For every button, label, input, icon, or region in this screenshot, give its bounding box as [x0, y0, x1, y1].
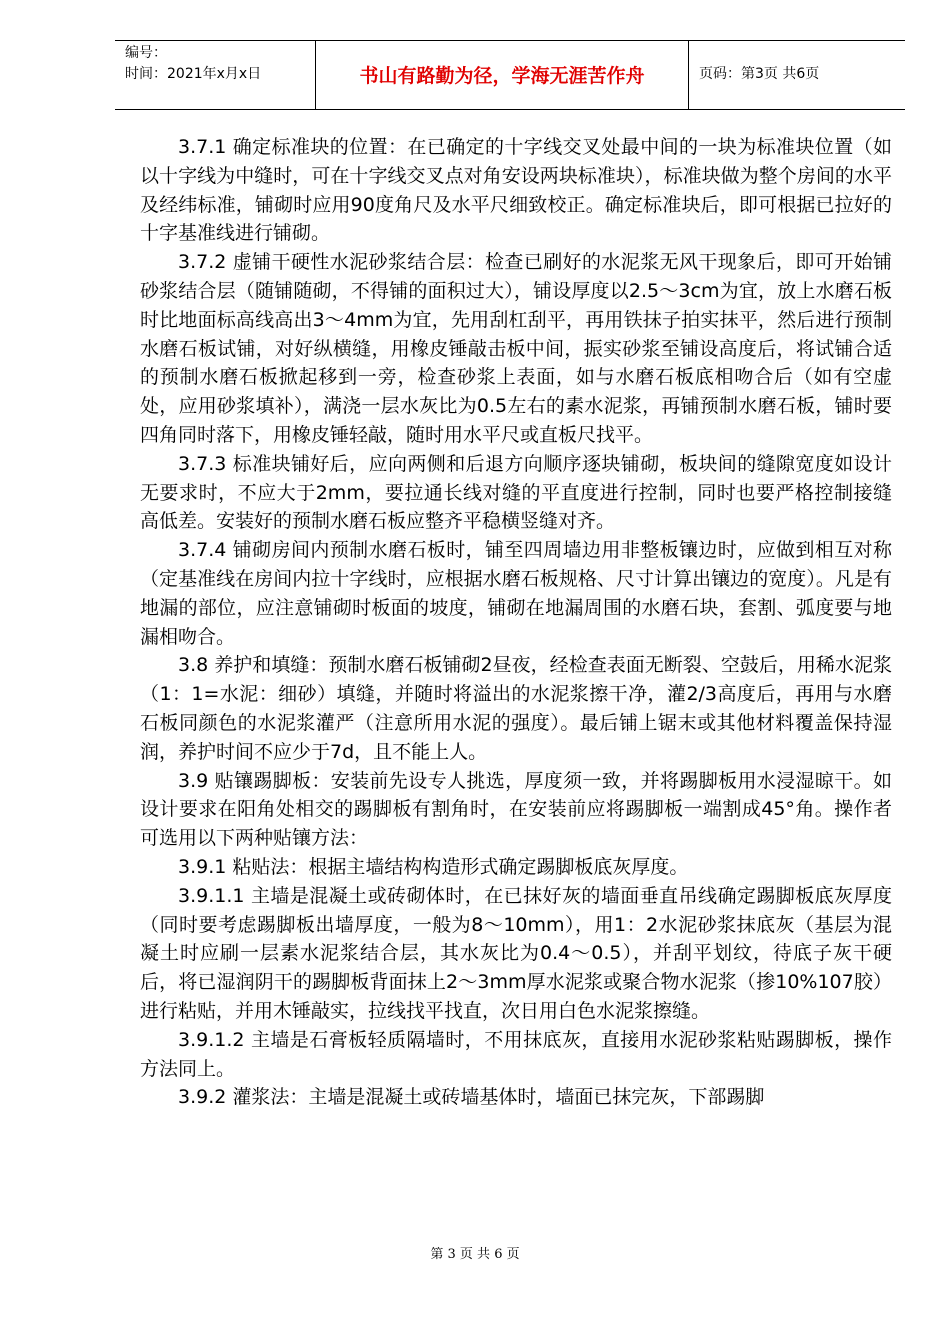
- paragraph-3-7-3: 3.7.3 标准块铺好后，应向两侧和后退方向顺序逐块铺砌，板块间的缝隙宽度如设计无要求时，不应大于2mm，要拉通长线对缝的平直度进行控制，同时也要严格控制接缝高低差。安装好的预制水磨石板应整齐平稳横竖缝对齐。: [140, 452, 892, 533]
- body-text: [140, 133, 892, 1112]
- paragraph-3-7-1: 3.7.1 确定标准块的位置：在已确定的十字线交叉处最中间的一块为标准块位置（如以十字线为中缝时，可在十字线交叉点对角安设两块标准块），标准块做为整个房间的水平及经纬标准，铺砌时应用90度角尺及水平尺细致校正。确定标准块后，即可根据已拉好的十字基准线进行铺砌。: [140, 136, 892, 245]
- header-meta: [115, 41, 316, 109]
- date-label: 时间：2021年x月x日: [125, 66, 262, 82]
- page-footer: 第 3 页 共 6 页: [430, 1247, 520, 1262]
- header-page-info: 页码：第3页 共6页: [699, 66, 820, 82]
- paragraph-3-7-4: 3.7.4 铺砌房间内预制水磨石板时，铺至四周墙边用非整板镶边时，应做到相互对称（定基准线在房间内拉十字线时，应根据水磨石板规格、尺寸计算出镶边的宽度）。凡是有地漏的部位，应注意铺砌时板面的坡度，铺砌在地漏周围的水磨石块，套割、弧度要与地漏相吻合。: [140, 539, 892, 648]
- serial-number-label: 编号：: [125, 45, 167, 61]
- paragraph-3-9-1-1: 3.9.1.1 主墙是混凝土或砖砌体时，在已抹好灰的墙面垂直吊线确定踢脚板底灰厚度（同时要考虑踢脚板出墙厚度，一般为8～10mm），用1：2水泥砂浆抹底灰（基层为混凝土时应刷一层素水泥浆结合层，其水灰比为0.4～0.5），并刮平划纹，待底子灰干硬后，将已湿润阴干的踢脚板背面抹上2～3mm厚水泥浆或聚合物水泥浆（掺10%107胶）进行粘贴，并用木锤敲实，拉线找平找直，次日用白色水泥浆擦缝。: [140, 884, 892, 1022]
- paragraph-3-9-1-2: 3.9.1.2 主墙是石膏板轻质隔墙时，不用抹底灰，直接用水泥砂浆粘贴踢脚板，操作方法同上。: [140, 1028, 892, 1080]
- paragraph-3-8: 3.8 养护和填缝：预制水磨石板铺砌2昼夜，经检查表面无断裂、空鼓后，用稀水泥浆（1：1=水泥：细砂）填缝，并随时将溢出的水泥浆擦干净，灌2/3高度后，再用与水磨石板同颜色的水泥浆灌严（注意所用水泥的强度）。最后铺上锯末或其他材料覆盖保持湿润，养护时间不应少于7d，且不能上人。: [140, 654, 892, 763]
- paragraph-3-9-2: 3.9.2 灌浆法：主墙是混凝土或砖墙基体时，墙面已抹完灰，下部踢脚: [178, 1086, 765, 1109]
- header-motto: 书山有路勤为径，学海无涯苦作舟: [316, 41, 689, 109]
- page-header: [115, 40, 905, 110]
- paragraph-3-9: 3.9 贴镶踢脚板：安装前先设专人挑选，厚度须一致，并将踢脚板用水浸湿晾干。如设计要求在阳角处相交的踢脚板有割角时，在安装前应将踢脚板一端割成45°角。操作者可选用以下两种贴镶方法：: [140, 769, 892, 850]
- paragraph-3-9-1: 3.9.1 粘贴法：根据主墙结构构造形式确定踢脚板底灰厚度。: [178, 855, 689, 878]
- paragraph-3-7-2: 3.7.2 虚铺干硬性水泥砂浆结合层：检查已刷好的水泥浆无风干现象后，即可开始铺砂浆结合层（随铺随砌，不得铺的面积过大），铺设厚度以2.5～3cm为宜，放上水磨石板时比地面标高线高出3～4mm为宜，先用刮杠刮平，再用铁抹子拍实抹平，然后进行预制水磨石板试铺，对好纵横缝，用橡皮锤敲击板中间，振实砂浆至铺设高度后，将试铺合适的预制水磨石板掀起移到一旁，检查砂浆上表面，如与水磨石板底相吻合后（如有空虚处，应用砂浆填补），满浇一层水灰比为0.5左右的素水泥浆，再铺预制水磨石板，铺时要四角同时落下，用橡皮锤轻敲，随时用水平尺或直板尺找平。: [140, 251, 892, 446]
